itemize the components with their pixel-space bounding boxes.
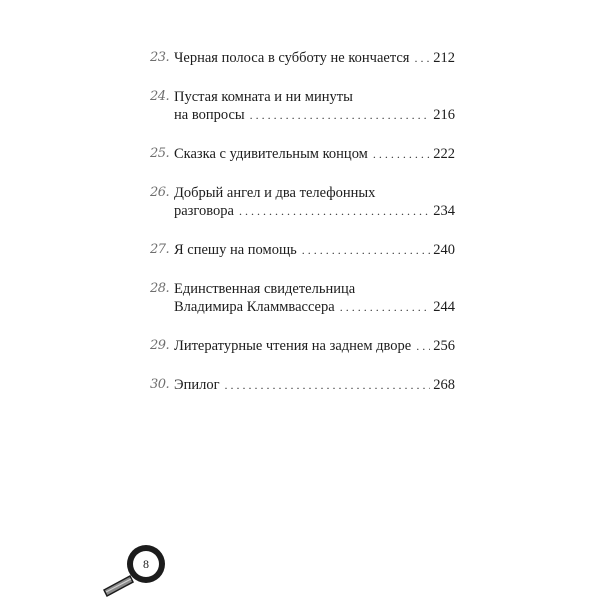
chapter-title-line-2: разговора xyxy=(174,203,234,219)
leader-dots xyxy=(416,337,430,355)
chapter-number: 29. xyxy=(150,338,170,353)
chapter-number: 25. xyxy=(150,146,170,161)
chapter-page: 212 xyxy=(433,50,455,66)
leader-dots xyxy=(250,106,431,124)
chapter-title-line-1: Добрый ангел и два телефонных xyxy=(174,185,376,201)
chapter-title: Эпилог xyxy=(174,377,220,393)
toc-entry xyxy=(150,49,455,67)
leader-dots xyxy=(225,376,431,394)
toc-entry xyxy=(150,88,455,124)
chapter-title: Черная полоса в субботу не кончается xyxy=(174,50,410,66)
chapter-title-line-2: Владимира Кламмвассера xyxy=(174,299,335,315)
chapter-title-line-1: Пустая комната и ни минуты xyxy=(174,89,353,105)
chapter-number: 23. xyxy=(150,50,170,65)
chapter-page: 240 xyxy=(433,242,455,258)
leader-dots xyxy=(414,49,430,67)
chapter-page: 234 xyxy=(433,203,455,219)
leader-dots xyxy=(239,202,430,220)
chapter-page: 244 xyxy=(433,299,455,315)
chapter-page: 216 xyxy=(433,107,455,123)
leader-dots xyxy=(373,145,430,163)
magnifying-glass-icon xyxy=(100,540,170,598)
chapter-title-line-1: Единственная свидетельница xyxy=(174,281,356,297)
toc-entry xyxy=(150,376,455,394)
chapter-page: 256 xyxy=(433,338,455,354)
chapter-title: Я спешу на помощь xyxy=(174,242,297,258)
table-of-contents xyxy=(150,49,455,415)
chapter-number: 26. xyxy=(150,185,170,200)
toc-entry xyxy=(150,337,455,355)
magnifier-handle xyxy=(104,576,133,596)
chapter-page: 222 xyxy=(433,146,455,162)
page-number: 8 xyxy=(143,557,149,571)
chapter-title-line-2: на вопросы xyxy=(174,107,245,123)
leader-dots xyxy=(340,298,431,316)
toc-entry xyxy=(150,241,455,259)
leader-dots xyxy=(302,241,431,259)
chapter-number: 30. xyxy=(150,377,170,392)
toc-entry xyxy=(150,280,455,316)
chapter-title: Сказка с удивительным концом xyxy=(174,146,368,162)
toc-entry xyxy=(150,145,455,163)
chapter-number: 28. xyxy=(150,281,170,296)
chapter-title: Литературные чтения на заднем дворе xyxy=(174,338,412,354)
chapter-number: 27. xyxy=(150,242,170,257)
chapter-number: 24. xyxy=(150,89,170,104)
toc-entry xyxy=(150,184,455,220)
chapter-page: 268 xyxy=(433,377,455,393)
